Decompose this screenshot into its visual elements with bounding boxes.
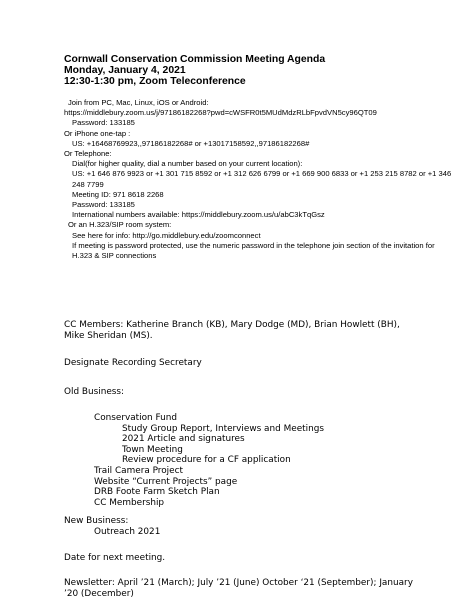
h323-info[interactable]: See here for info: http://go.middlebury.edu/zoomconnect — [72, 230, 261, 240]
join-url[interactable]: https://middlebury.zoom.us/j/97186182268?pwd=cWSFR0t5MUdMdzRLbFpvdVN5cy96QT09 — [64, 108, 377, 118]
conservation-fund: Conservation Fund — [94, 413, 177, 423]
next-meeting: Date for next meeting. — [64, 553, 166, 563]
cf-sub-item: Review procedure for a CF application — [122, 455, 291, 466]
old-item: Website “Current Projects” page — [94, 476, 238, 487]
telephone-label: Or Telephone: — [64, 149, 112, 159]
cf-sub-item: Town Meeting — [122, 444, 183, 455]
meeting-date: Monday, January 4, 2021 — [64, 65, 186, 77]
zoom-join-info — [64, 98, 452, 261]
old-business-heading: Old Business: — [64, 387, 125, 397]
cf-sub-item: 2021 Article and signatures — [122, 434, 245, 445]
old-business-list — [94, 413, 324, 508]
agenda-header — [64, 54, 444, 88]
cc-members: CC Members: Katherine Branch (KB), Mary Dodge (MD), Brian Howlett (BH), Mike Sheridan (MS). — [64, 320, 400, 341]
iphone-us[interactable]: US: +16468769923,,97186182268# or +13017158592,,97186182268# — [72, 138, 310, 148]
dial-note: Dial(for higher quality, dial a number based on your current location): — [72, 159, 303, 169]
old-item: CC Membership — [94, 497, 165, 508]
newsletter: Newsletter: April ’21 (March); July ’21 (June) October ‘21 (September); January ’20 (December) — [64, 578, 413, 599]
recording-secretary: Designate Recording Secretary — [64, 358, 202, 368]
password-2: Password: 133185 — [72, 200, 135, 210]
meeting-time: 12:30-1:30 pm, Zoom Teleconference — [64, 76, 246, 88]
join-line: Join from PC, Mac, Linux, iOS or Android: — [68, 98, 209, 107]
old-item: Trail Camera Project — [94, 465, 183, 476]
us-numbers: US: +1 646 876 9923 or +1 301 715 8592 or +1 312 626 6799 or +1 669 900 6833 or +1 253 215 8782 or +1 346 248 7799 — [72, 169, 452, 189]
outreach-item: Outreach 2021 — [94, 527, 161, 537]
h323-label: Or an H.323/SIP room system: — [68, 220, 172, 230]
iphone-label: Or iPhone one-tap : — [64, 128, 131, 138]
cf-sub-item: Study Group Report, Interviews and Meetings — [122, 423, 324, 434]
password-1: Password: 133185 — [72, 118, 135, 128]
meeting-id: Meeting ID: 971 8618 2268 — [72, 189, 164, 199]
old-item: DRB Foote Farm Sketch Plan — [94, 487, 220, 498]
new-business-heading: New Business: — [64, 516, 129, 526]
h323-note: If meeting is password protected, use the numeric password in the telephone join section of the invitation for H.323 & SIP connections — [72, 240, 435, 261]
intl-numbers[interactable]: International numbers available: https://middlebury.zoom.us/u/abC3kTqGsz — [72, 210, 325, 220]
agenda-title: Cornwall Conservation Commission Meeting Agenda — [64, 54, 326, 65]
